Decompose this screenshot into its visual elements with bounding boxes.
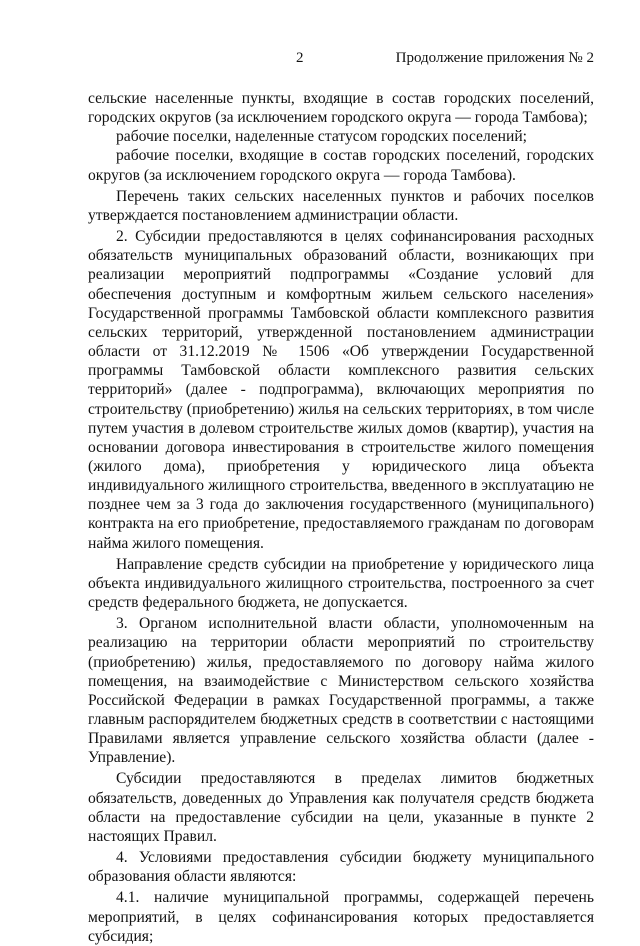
paragraph-section-4-1: 4.1. наличие муниципальной программы, содержащей перечень мероприятий, в целях софинансирования которых предоставляется субсидия;	[88, 889, 594, 945]
paragraph-section-4: 4. Условиями предоставления субсидии бюджету муниципального образования области являются:	[88, 849, 594, 886]
paragraph-section-3: 3. Органом исполнительной власти области, уполномоченным на реализацию на территории области мероприятий по строительству (приобретению) жилья, предоставляемого по договору найма жилого помещения, на взаимодействие с Министерством сельского хозяйства Российской Федерации в рамках Государственной программы, а также главным распорядителем бюджетных средств в соответствии с настоящими Правилами является управление сельского хозяйства области (далее - Управление).	[88, 615, 594, 767]
paragraph-work-settlements-included: рабочие поселки, входящие в состав городских поселений, городских округов (за исключением городского округа — города Тамбова).	[88, 147, 594, 184]
paragraph-list-approval: Перечень таких сельских населенных пунктов и рабочих поселков утверждается постановлением администрации области.	[88, 187, 594, 224]
paragraph-subsidy-limits: Субсидии предоставляются в пределах лимитов бюджетных обязательств, доведенных до Управления как получателя средств бюджета области на предоставление субсидии на цели, указанные в пункте 2 настоящих Правил.	[88, 770, 594, 845]
paragraph-subsidy-direction: Направление средств субсидии на приобретение у юридического лица объекта индивидуального жилищного строительства, построенного за счет средств федерального бюджета, не допускается.	[88, 555, 594, 612]
paragraph-section-2: 2. Субсидии предоставляются в целях софинансирования расходных обязательств муниципальных образований области, возникающих при реализации мероприятий подпрограммы «Создание условий для обеспечения доступным и комфортным жильем сельского населения» Государственной программы Тамбовской области комплексного развития сельских территорий, утвержденной постановлением администрации области от 31.12.2019 № 1506 «Об утверждении Государственной программы Тамбовской области комплексного развития сельских территорий» (далее - подпрограмма), включающих мероприятия по строительству (приобретению) жилья на сельских территориях, в том числе путем участия в долевом строительстве жилых домов (квартир), участия на основании договора инвестирования в строительстве жилого помещения (жилого дома), приобретения у юридического лица объекта индивидуального жилищного строительства, введенного в эксплуатацию не позднее чем за 3 года до заключения государственного (муниципального) контракта на его приобретение, предоставляемого гражданам по договорам найма жилого помещения.	[88, 228, 594, 552]
page-number: 2	[296, 50, 304, 66]
document-body	[88, 89, 594, 946]
paragraph-rural-settlements: сельские населенные пункты, входящие в состав городских поселений, городских округов (за исключением городского округа — города Тамбова);	[88, 90, 594, 127]
appendix-label: Продолжение приложения № 2	[395, 50, 594, 66]
page-header	[88, 50, 594, 72]
paragraph-work-settlements-status: рабочие поселки, наделенные статусом городских поселений;	[116, 128, 528, 146]
